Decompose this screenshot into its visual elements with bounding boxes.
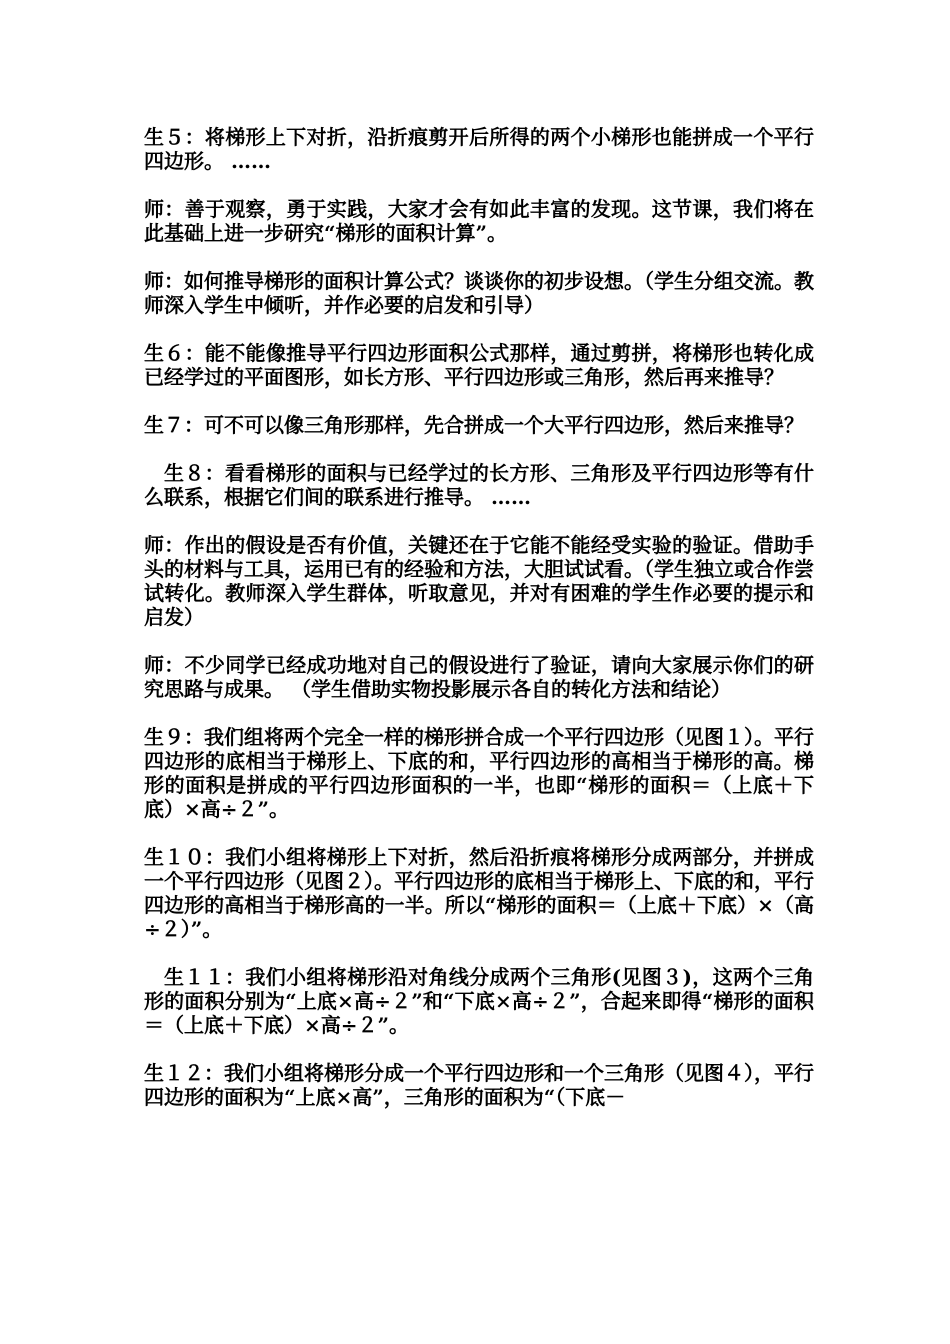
paragraph-teacher-1: 师：善于观察，勇于实践，大家才会有如此丰富的发现。这节课，我们将在此基础上进一步研究“梯形的面积计算”。 <box>144 197 814 245</box>
paragraph-teacher-4: 师：不少同学已经成功地对自己的假设进行了验证，请向大家展示你们的研究思路与成果。 （学生借助实物投影展示各自的转化方法和结论） <box>144 653 814 701</box>
document-body <box>144 125 814 1133</box>
paragraph-student-10: 生１０：我们小组将梯形上下对折，然后沿折痕将梯形分成两部分，并拼成一个平行四边形（见图２）。平行四边形的底相当于梯形上、下底的和，平行四边形的高相当于梯形高的一半。所以“梯形的面积＝（上底＋下底）×（高÷２）”。 <box>144 845 814 941</box>
paragraph-teacher-3: 师：作出的假设是否有价值，关键还在于它能不能经受实验的验证。借助手头的材料与工具，运用已有的经验和方法，大胆试试看。（学生独立或合作尝试转化。教师深入学生群体，听取意见，并对有困难的学生作必要的提示和启发） <box>144 533 814 629</box>
paragraph-student-8: 生８：看看梯形的面积与已经学过的长方形、三角形及平行四边形等有什么联系，根据它们间的联系进行推导。 …… <box>144 461 814 509</box>
paragraph-student-5: 生５：将梯形上下对折，沿折痕剪开后所得的两个小梯形也能拼成一个平行四边形。 …… <box>144 125 814 173</box>
paragraph-student-11: 生１１：我们小组将梯形沿对角线分成两个三角形(见图３)，这两个三角形的面积分别为“上底×高÷２”和“下底×高÷２”，合起来即得“梯形的面积＝（上底＋下底）×高÷２”。 <box>144 965 814 1037</box>
paragraph-student-7: 生７：可不可以像三角形那样，先合拼成一个大平行四边形，然后来推导？ <box>144 413 804 437</box>
paragraph-student-9: 生９：我们组将两个完全一样的梯形拼合成一个平行四边形（见图１）。平行四边形的底相当于梯形上、下底的和，平行四边形的高相当于梯形的高。梯形的面积是拼成的平行四边形面积的一半，也即“梯形的面积＝（上底＋下底）×高÷２”。 <box>144 725 814 821</box>
paragraph-student-6: 生６：能不能像推导平行四边形面积公式那样，通过剪拼，将梯形也转化成已经学过的平面图形，如长方形、平行四边形或三角形，然后再来推导？ <box>144 341 814 389</box>
paragraph-teacher-2: 师：如何推导梯形的面积计算公式？谈谈你的初步设想。（学生分组交流。教师深入学生中倾听，并作必要的启发和引导） <box>144 269 814 317</box>
paragraph-student-12: 生１２：我们小组将梯形分成一个平行四边形和一个三角形（见图４），平行四边形的面积为“上底×高”，三角形的面积为“（下底－ <box>144 1061 814 1109</box>
